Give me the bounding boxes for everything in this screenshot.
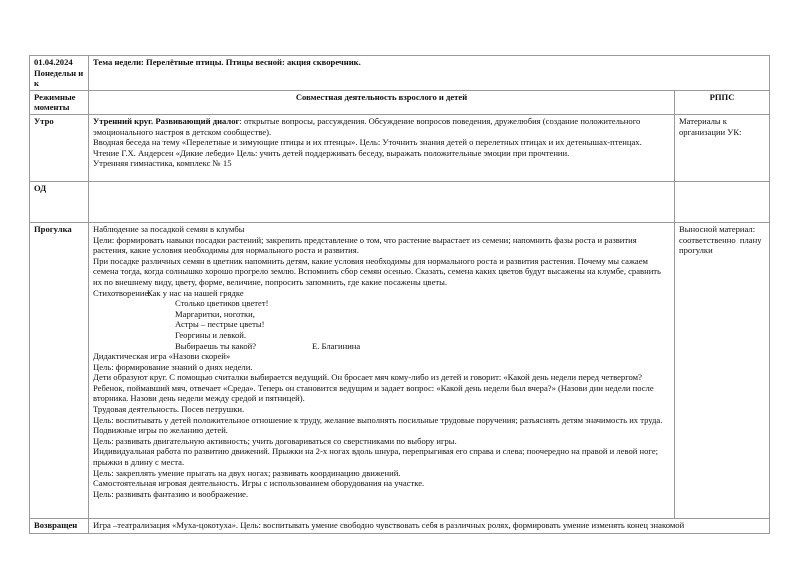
row-label-od: ОД [30,181,89,222]
poem-line: Выбираешь ты какой? [175,340,257,351]
row-walk [30,222,770,518]
walk-line: Трудовая деятельность. Посев петрушки. [93,404,245,415]
return-text: Игра –театрализация «Муха-цокотуха». Цель: воспитывать умение свободно чувствовать себя в различных ролях, формировать умение изменять конец знакомой [93,519,685,530]
col-header-regime: Режимные моменты [30,90,89,114]
date: 01.04.2024 [34,57,73,67]
poem-block [93,288,670,352]
header-row [30,56,770,91]
walk-line: Цель: закреплять умение прыгать на двух ногах; развивать координацию движений. [93,467,401,478]
row-return [30,518,770,533]
row-label-return: Возвращен [30,518,89,533]
col-header-joint: Совместная деятельность взрослого и детей [89,90,675,114]
od-content [89,181,675,222]
morning-line-2: Вводная беседа на тему «Перелетные и зимующие птицы и их птенцы». Цель: Уточнить знания детей о перелетных птицах и их детенышах-птенцах. [93,137,642,148]
poem-label: Стихотворение: [93,287,151,298]
walk-line: Цель: воспитывать у детей положительное отношение к труду, желание выполнять посильные трудовые поручения; разъяснять детям значимость их труда. [93,414,663,425]
morning-line-4: Утренняя гимнастика, комплекс № 15 [93,158,232,169]
morning-content [89,114,675,181]
daily-plan-table [29,55,770,534]
walk-line: Наблюдение за посадкой семян в клумбы [93,223,245,234]
poem-line: Георгины и левкой. [175,329,247,340]
row-label-walk: Прогулка [30,222,89,518]
week-theme-cell [89,56,770,91]
week-theme: Тема недели: Перелётные птицы. Птицы весной: акция скворечник. [93,57,361,67]
poem-author: Е. Благинина [312,340,361,351]
return-content [89,518,770,533]
od-rpps [675,181,770,222]
date-cell [30,56,89,91]
walk-line: Самостоятельная игровая деятельность. Игры с использованием оборудования на участке. [93,478,425,489]
row-label-morning: Утро [30,114,89,181]
row-morning [30,114,770,181]
poem-line: Астры – пестрые цветы! [175,319,265,330]
walk-line: Цель: формирование знаний о днях недели. [93,361,253,372]
walk-rpps: Выносной материал: соответственно плану прогулки [675,222,770,518]
poem-line: Как у нас на нашей грядке [147,287,244,298]
walk-line: Дидактическая игра «Назови скорей» [93,351,231,362]
walk-line: Цель: развивать двигательную активность; учить договариваться со сверстниками по выбору игры. [93,435,457,446]
morning-rpps: Материалы к организации УК: [675,114,770,181]
poem-line: Столько цветиков цветет! [175,298,269,309]
walk-content [89,222,675,518]
morning-lead-rest: : открытые вопросы, рассуждения. Обсуждение вопросов поведения, дружелюбия (создание положительного эмоционального настроя в детском сообществе). [93,115,641,137]
row-od [30,181,770,222]
walk-line: Цель: развивать фантазию и воображение. [93,488,249,499]
walk-line: Дети образуют круг. С помощью считалки выбирается ведущий. Он бросает мяч кому-либо из детей и говорит: «Какой день недели перед четвергом? Ребенок, поймавший мяч, отвечает «Среда». Теперь он становится ведущим и задает вопрос: «Какой день недели был вчера?» (Назови дни недели после вторника. Назови день недели между средой и пятницей). [93,372,654,404]
col-header-rpps: РППС [675,90,770,114]
weekday: Понедельн ик [34,67,84,89]
walk-line: Цели: формировать навыки посадки растений; закрепить представление о том, что растение вырастает из семени; напомнить фазы роста и развития растения, какие условия необходимы для нормального роста и развития. [93,234,637,256]
walk-line: Индивидуальная работа по развитию движений. Прыжки на 2-х ногах вдоль шнура, перепрыгивая его справа и слева; поочередно на правой и левой ноге; прыжки в длину с места. [93,446,659,468]
poem-line: Маргаритки, ноготки, [175,308,255,319]
walk-line: Подвижные игры по желанию детей. [93,425,228,436]
column-header-row [30,90,770,114]
morning-lead-bold: Утренний круг. Развивающий диалог [93,115,240,126]
morning-line-3: Чтение Г.Х. Андерсен «Дикие лебеди» Цель: учить детей поддерживать беседу, выражать положительные эмоции при прочтении. [93,147,570,158]
walk-line: При посадке различных семян в цветник напомнить детям, какие условия необходимы для нормального роста и развития растения. Почему мы сажаем семена тогда, когда солнышко хорошо прогрело землю. Вспомнить сбор семян осенью. Сказать, семена каких цветов будут высажены на клумбе, сравнить их по внешнему виду, цвету, форме, величине, попросить запомнить, где какие посажены цветы. [93,255,661,287]
